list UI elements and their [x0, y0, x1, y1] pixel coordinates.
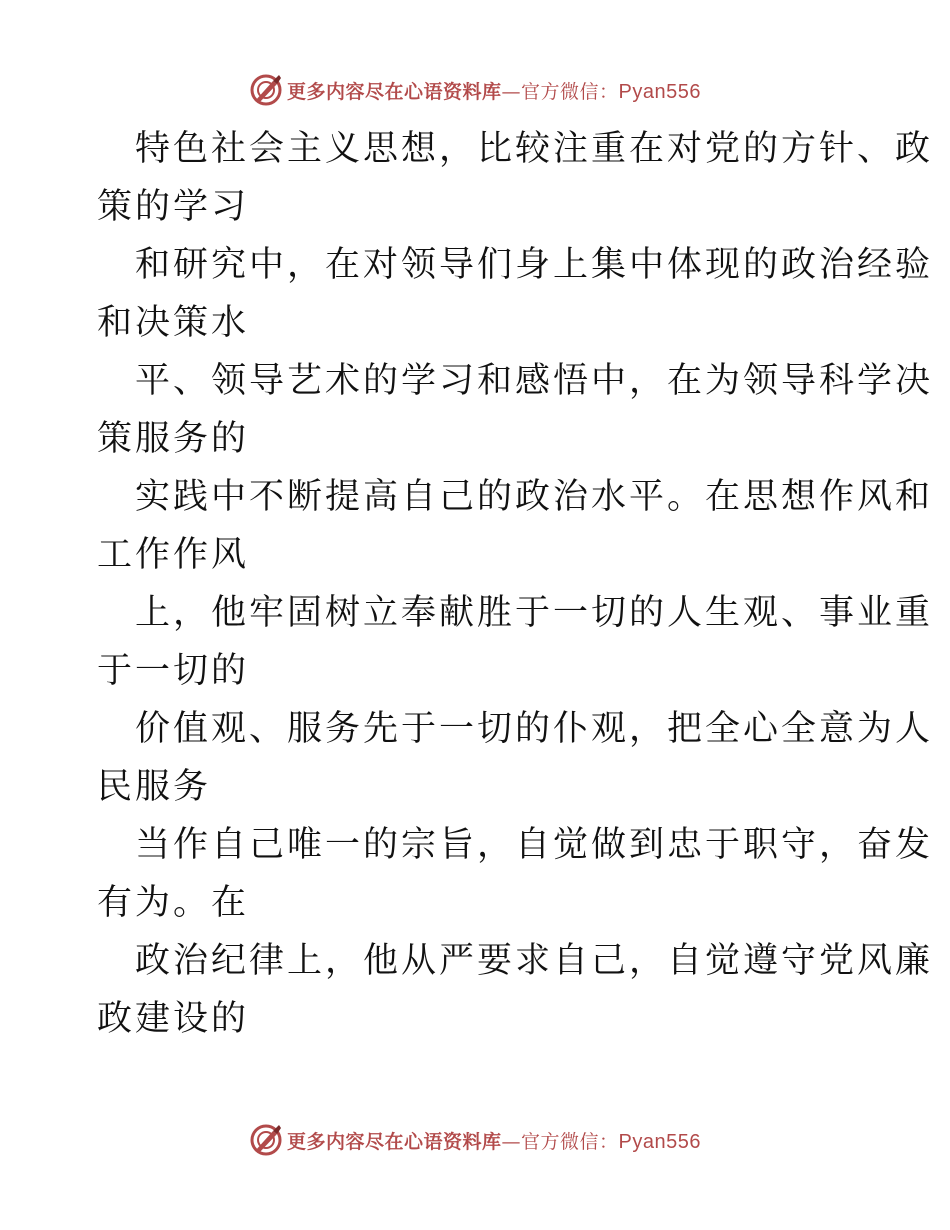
paragraph-continuation: 民服务: [97, 767, 212, 807]
paragraph: [97, 932, 934, 1048]
paragraph-continuation: 工作作风: [97, 535, 250, 575]
paragraph-first-line: 上，他牢固树立奉献胜于一切的人生观、事业重: [135, 593, 934, 633]
header-text: [287, 77, 701, 104]
paragraph: [97, 120, 934, 236]
paragraph-first-line: 价值观、服务先于一切的仆观，把全心全意为人: [135, 709, 934, 749]
footer-wechat-id: Pyan556: [618, 1130, 701, 1153]
paragraph-continuation: 于一切的: [97, 651, 250, 691]
paragraph-first-line: 特色社会主义思想，比较注重在对党的方针、政: [135, 129, 934, 169]
paragraph: [97, 700, 934, 816]
paragraph-continuation: 策的学习: [97, 187, 250, 227]
paragraph: [97, 236, 934, 352]
paragraph: [97, 584, 934, 700]
pen-logo-icon: [249, 1123, 283, 1157]
header-banner: [0, 70, 950, 110]
footer-site-text: 更多内容尽在心语资料库: [287, 1130, 502, 1153]
document-body: [97, 120, 934, 1048]
footer-wechat-label: 官方微信：: [521, 1130, 619, 1153]
paragraph-first-line: 当作自己唯一的宗旨，自觉做到忠于职守，奋发: [135, 825, 934, 865]
paragraph-continuation: 政建设的: [97, 999, 250, 1039]
header-separator: —: [501, 80, 522, 103]
footer-separator: —: [501, 1130, 522, 1153]
paragraph: [97, 352, 934, 468]
pen-logo-icon: [249, 73, 283, 107]
footer-text: [287, 1127, 701, 1154]
paragraph-first-line: 平、领导艺术的学习和感悟中，在为领导科学决: [135, 361, 934, 401]
paragraph-first-line: 实践中不断提高自己的政治水平。在思想作风和: [135, 477, 934, 517]
paragraph-first-line: 政治纪律上，他从严要求自己，自觉遵守党风廉: [135, 941, 934, 981]
header-site-text: 更多内容尽在心语资料库: [287, 80, 502, 103]
paragraph-continuation: 策服务的: [97, 419, 250, 459]
paragraph: [97, 468, 934, 584]
paragraph-continuation: 和决策水: [97, 303, 250, 343]
header-wechat-id: Pyan556: [618, 80, 701, 103]
paragraph-continuation: 有为。在: [97, 883, 250, 923]
header-wechat-label: 官方微信：: [521, 80, 619, 103]
paragraph: [97, 816, 934, 932]
footer-banner: [0, 1120, 950, 1160]
paragraph-first-line: 和研究中，在对领导们身上集中体现的政治经验: [135, 245, 934, 285]
